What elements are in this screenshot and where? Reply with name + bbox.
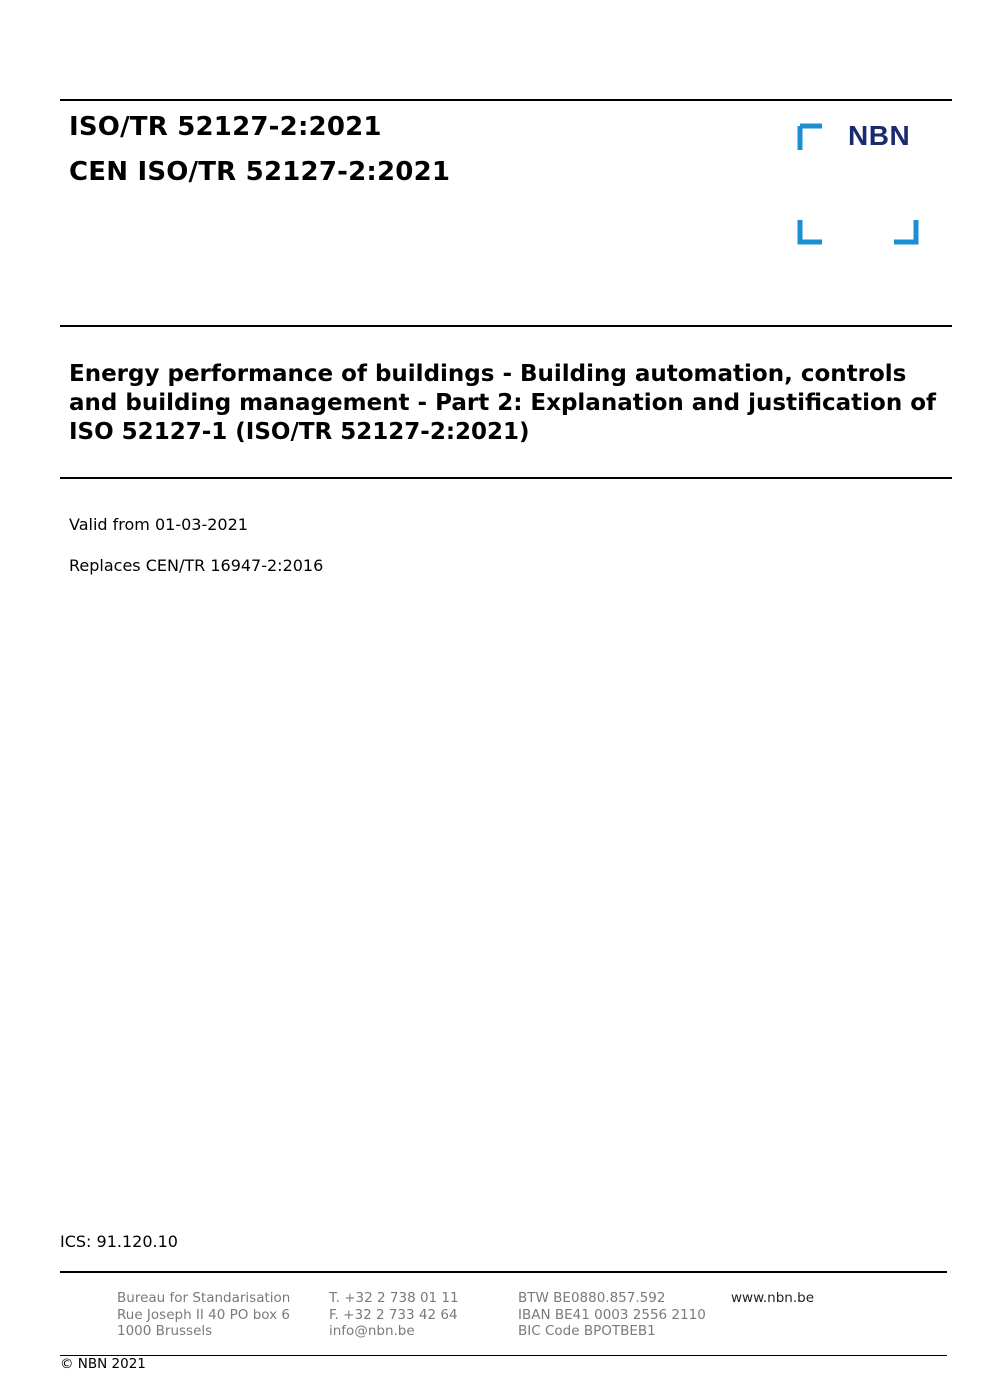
cen-standard-id: CEN ISO/TR 52127-2:2021 (69, 157, 451, 187)
valid-from: Valid from 01-03-2021 (69, 515, 248, 534)
phone: T. +32 2 738 01 11 (329, 1290, 459, 1306)
address-line: Rue Joseph II 40 PO box 6 (117, 1306, 290, 1323)
address-line: 1000 Brussels (117, 1323, 213, 1339)
footer-bank (518, 1290, 706, 1340)
iso-standard-id: ISO/TR 52127-2:2021 (69, 112, 382, 142)
top-rule (60, 99, 952, 101)
footer-contact (329, 1290, 459, 1340)
document-title: Energy performance of buildings - Building automation, controls and building management - Part 2: Explanation and justification of ISO 52127-1 (ISO/TR 52127-2:2021) (69, 361, 937, 445)
bic-code: BIC Code BPOTBEB1 (518, 1323, 656, 1339)
replaces: Replaces CEN/TR 16947-2:2016 (69, 556, 324, 575)
title-rule (60, 477, 952, 479)
email-link[interactable]: info@nbn.be (329, 1323, 415, 1339)
header-rule (60, 325, 952, 327)
iban: IBAN BE41 0003 2556 2110 (518, 1306, 706, 1323)
footer-website (731, 1290, 814, 1307)
website-link[interactable]: www.nbn.be (731, 1290, 815, 1306)
vat-number: BTW BE0880.857.592 (518, 1290, 666, 1306)
logo-text: NBN (848, 120, 911, 151)
footer-rule (60, 1271, 947, 1273)
copyright: © NBN 2021 (60, 1356, 146, 1372)
ics-code: ICS: 91.120.10 (60, 1232, 178, 1251)
footer-address (117, 1290, 290, 1340)
fax: F. +32 2 733 42 64 (329, 1306, 458, 1323)
address-line: Bureau for Standarisation (117, 1290, 291, 1306)
copyright-rule (60, 1355, 947, 1356)
